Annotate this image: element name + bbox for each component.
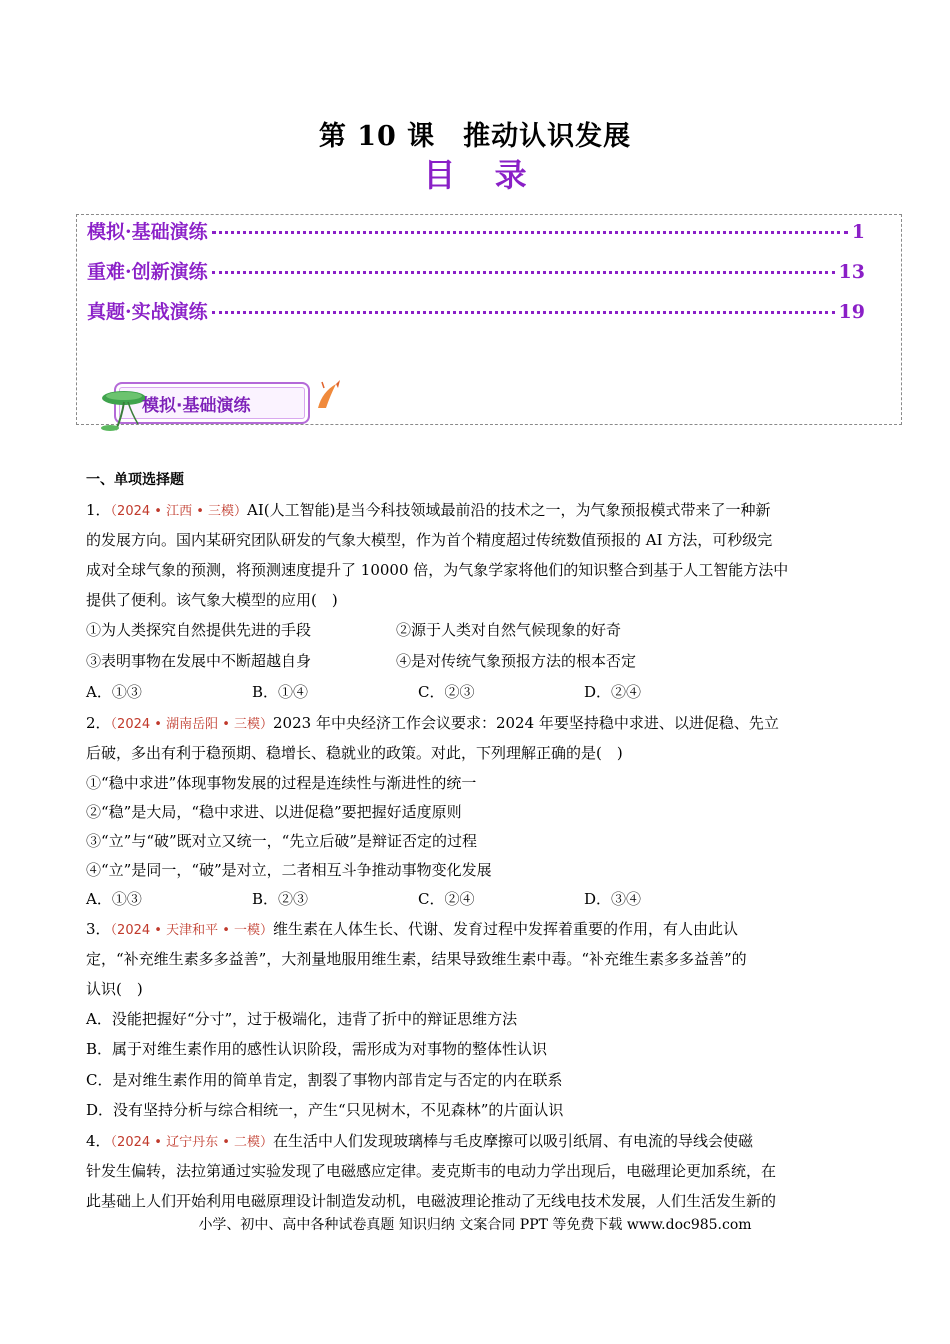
answer-option[interactable]: A．没能把握好“分寸”，过于极端化，违背了折中的辩证思维方法	[86, 1010, 518, 1028]
toc-item-page: 13	[838, 261, 865, 283]
question-source: （2024 • 辽宁丹东 • 二模）	[110, 1135, 273, 1150]
toc-item-label: 真题·实战演练	[87, 301, 208, 323]
question-text: 定，“补充维生素多多益善”，大剂量地服用维生素，结果导致维生素中毒。“补充维生素多多益善”的	[86, 950, 747, 968]
answer-option[interactable]: D．②④	[584, 683, 642, 701]
toc-leader-dots	[212, 311, 835, 314]
answer-option[interactable]: B．①④	[252, 683, 309, 701]
question-1-line	[86, 500, 770, 522]
question-text: AI(人工智能)是当今科技领域最前沿的技术之一，为气象预报模式带来了一种新	[247, 501, 771, 519]
toc-item-basic[interactable]	[87, 217, 865, 244]
answer-option[interactable]: C．是对维生素作用的简单肯定，割裂了事物内部肯定与否定的内在联系	[86, 1071, 563, 1089]
toc-item-label: 模拟·基础演练	[87, 221, 208, 243]
section-heading: 一、单项选择题	[86, 472, 184, 488]
toc-item-page: 1	[851, 221, 865, 243]
question-4-line	[86, 1131, 753, 1153]
page-title: 第 10 课 推动认识发展	[318, 121, 632, 152]
question-number: 1．	[86, 501, 111, 519]
koi-fish-icon	[312, 378, 342, 412]
answer-option[interactable]: D．没有坚持分析与综合相统一，产生“只见树木，不见森林”的片面认识	[86, 1101, 564, 1119]
question-text: 提供了便利。该气象大模型的应用( )	[86, 591, 338, 609]
toc-leader-dots	[212, 231, 848, 234]
answer-option[interactable]: B．②③	[252, 890, 309, 908]
question-text: 维生素在人体生长、代谢、发育过程中发挥着重要的作用，有人由此认	[273, 920, 739, 938]
statement-item: ④是对传统气象预报方法的根本否定	[396, 652, 637, 670]
question-number: 2．	[86, 714, 111, 732]
question-text: 认识( )	[86, 980, 143, 998]
question-number: 4．	[86, 1132, 111, 1150]
answer-option[interactable]: C．②④	[418, 890, 475, 908]
toc-heading: 目 录	[423, 156, 541, 194]
statement-item: ③表明事物在发展中不断超越自身	[86, 652, 312, 670]
toc-item-advanced[interactable]	[87, 257, 865, 284]
question-text: 此基础上人们开始利用电磁原理设计制造发动机，电磁波理论推动了无线电技术发展，人们生活发生新的	[86, 1192, 777, 1210]
statement-item: ③“立”与“破”既对立又统一，“先立后破”是辩证否定的过程	[86, 832, 478, 850]
question-2-line	[86, 713, 779, 735]
toc-item-page: 19	[838, 301, 865, 323]
question-text: 针发生偏转，法拉第通过实验发现了电磁感应定律。麦克斯韦的电动力学出现后，电磁理论更加系统，在	[86, 1162, 777, 1180]
question-number: 3．	[86, 920, 111, 938]
statement-item: ④“立”是同一，“破”是对立，二者相互斗争推动事物变化发展	[86, 861, 492, 879]
question-text: 2023 年中央经济工作会议要求：2024 年要坚持稳中求进、以进促稳、先立	[273, 714, 779, 732]
question-source: （2024 • 湖南岳阳 • 三模）	[110, 717, 273, 732]
page-footer: 小学、初中、高中各种试卷真题 知识归纳 文案合同 PPT 等免费下载 www.doc985.com	[198, 1217, 752, 1233]
question-3-line	[86, 919, 738, 941]
statement-item: ①“稳中求进”体现事物发展的过程是连续性与渐进性的统一	[86, 774, 477, 792]
answer-option[interactable]: B．属于对维生素作用的感性认识阶段，需形成为对事物的整体性认识	[86, 1040, 548, 1058]
section-banner	[98, 378, 348, 430]
toc-item-real-exam[interactable]	[87, 297, 865, 324]
question-text: 的发展方向。国内某研究团队研发的气象大模型，作为首个精度超过传统数值预报的 AI 方法，可秒级完	[86, 531, 773, 549]
question-text: 后破，多出有利于稳预期、稳增长、稳就业的政策。对此，下列理解正确的是( )	[86, 744, 623, 762]
question-text: 成对全球气象的预测，将预测速度提升了 10000 倍，为气象学家将他们的知识整合到基于人工智能方法中	[86, 561, 789, 579]
toc-leader-dots	[212, 271, 835, 274]
question-text: 在生活中人们发现玻璃棒与毛皮摩擦可以吸引纸屑、有电流的导线会使磁	[273, 1132, 754, 1150]
toc-item-label: 重难·创新演练	[87, 261, 208, 283]
answer-option[interactable]: C．②③	[418, 683, 475, 701]
statement-item: ①为人类探究自然提供先进的手段	[86, 621, 312, 639]
question-source: （2024 • 天津和平 • 一模）	[110, 923, 273, 938]
banner-label: 模拟·基础演练	[142, 396, 251, 416]
answer-option[interactable]: A．①③	[86, 683, 142, 701]
answer-option[interactable]: D．③④	[584, 890, 642, 908]
question-source: （2024 • 江西 • 三模）	[110, 504, 247, 519]
statement-item: ②“稳”是大局，“稳中求进、以进促稳”要把握好适度原则	[86, 803, 462, 821]
answer-option[interactable]: A．①③	[86, 890, 142, 908]
statement-item: ②源于人类对自然气候现象的好奇	[396, 621, 622, 639]
